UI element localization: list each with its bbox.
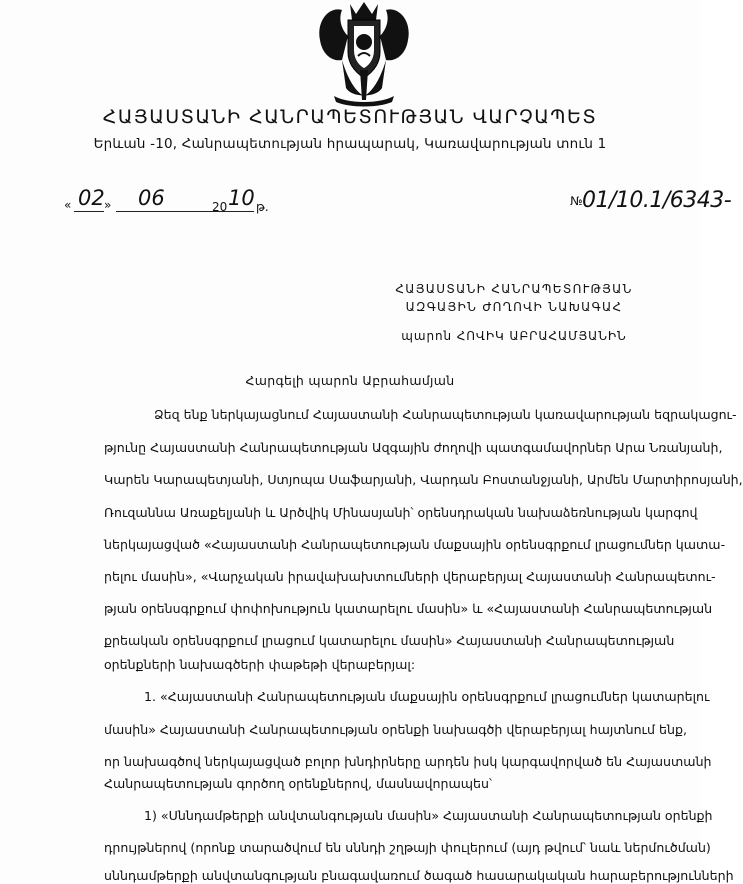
date-year-label: թ. [256,200,269,214]
recipient-line-2: ԱԶԳԱՅԻՆ ԺՈՂՈՎԻ ՆԱԽԱԳԱՀ [405,300,623,314]
body-line: օրենքների նախագծերի փաթեթի վերաբերյալ: [104,657,416,672]
document-number-prefix: № [570,194,582,208]
document-number [570,188,731,213]
body-line: թյան օրենսգրքում փոփոխություն կատարելու մասին» և «Հայաստանի Հանրապետության [104,601,713,616]
date-day: 02 [78,186,105,210]
date-open-quote: « [64,198,72,212]
date-year-suffix: 10 [228,186,255,210]
body-line: րելու մասին», «Վարչական իրավախախտումների վերաբերյալ Հայաստանի Հանրապետու- [104,569,716,584]
body-line: քրեական օրենսգրքում լրացում կատարելու մասին» Հայաստանի Հանրապետության [104,633,675,648]
body-line: 1) «Սննդամթերքի անվտանգության մասին» Հայաստանի Հանրապետության օրենքի [144,808,713,823]
body-line: Ձեզ ենք ներկայացնում Հայաստանի Հանրապետության կառավարության եզրակացու- [154,407,737,422]
body-line: ներկայացված «Հայաստանի Հանրապետության մաքսային օրենսգրքում լրացումներ կատա- [104,537,726,552]
body-line: 1. «Հայաստանի Հանրապետության մաքսային օրենսգրքում լրացումներ կատարելու [144,689,710,704]
body-line: Հանրապետության գործող օրենքներով, մասնավորապես՝ [104,776,492,791]
body-line: դրույթներով (որոնք տարածվում են սննդի շղթայի փուլերում (այդ թվում՝ նաև ներմուծման) [104,840,711,855]
date-year-prefix: 20 [212,200,228,214]
salutation: Հարգելի պարոն Աբրահամյան [245,373,455,388]
body-line: որ նախագծով ներկայացված բոլոր խնդիրները արդեն իսկ կարգավորված են Հայաստանի [104,754,712,769]
body-line: սննդամթերքի անվտանգության բնագավառում ծագած հասարակական հարաբերությունների [104,868,734,883]
government-address: Երևան -10, Հանրապետության հրապարակ, Կառավարության տուն 1 [93,136,607,152]
body-line: մասին» Հայաստանի Հանրապետության օրենքի նախագծի վերաբերյալ հայտնում ենք, [104,722,687,737]
body-line: թյունը Հայաստանի Հանրապետության Ազգային ժողովի պատգամավորներ Արա Նռանյանի, [104,440,723,455]
body-line: Կարեն Կարապետյանի, Ստյոպա Սաֆարյանի, Վարդան Բոստանջյանի, Արմեն Մարտիրոսյանի, [104,472,743,487]
armenia-coat-of-arms-icon [312,0,416,106]
date-close-quote: » [104,198,112,212]
body-line: Ռուզաննա Առաքելյանի և Արծվիկ Մինասյանի՝ օրենսդրական նախաձեռնության կարգով [104,505,698,520]
date-day-underline [74,210,104,212]
recipient-line-1: ՀԱՅԱՍՏԱՆԻ ՀԱՆՐԱՊԵՏՈՒԹՅԱՆ [395,282,633,296]
recipient-line-3: պարոն ՀՈՎԻԿ ԱԲՐԱՀԱՄՅԱՆԻՆ [401,329,627,343]
date-line [60,188,300,218]
date-month: 06 [138,186,165,210]
document-number-value: 01/10.1/6343- [581,188,732,213]
government-title: ՀԱՅԱՍՏԱՆԻ ՀԱՆՐԱՊԵՏՈՒԹՅԱՆ ՎԱՐՉԱՊԵՏ [102,106,598,128]
date-month-underline [116,210,254,212]
